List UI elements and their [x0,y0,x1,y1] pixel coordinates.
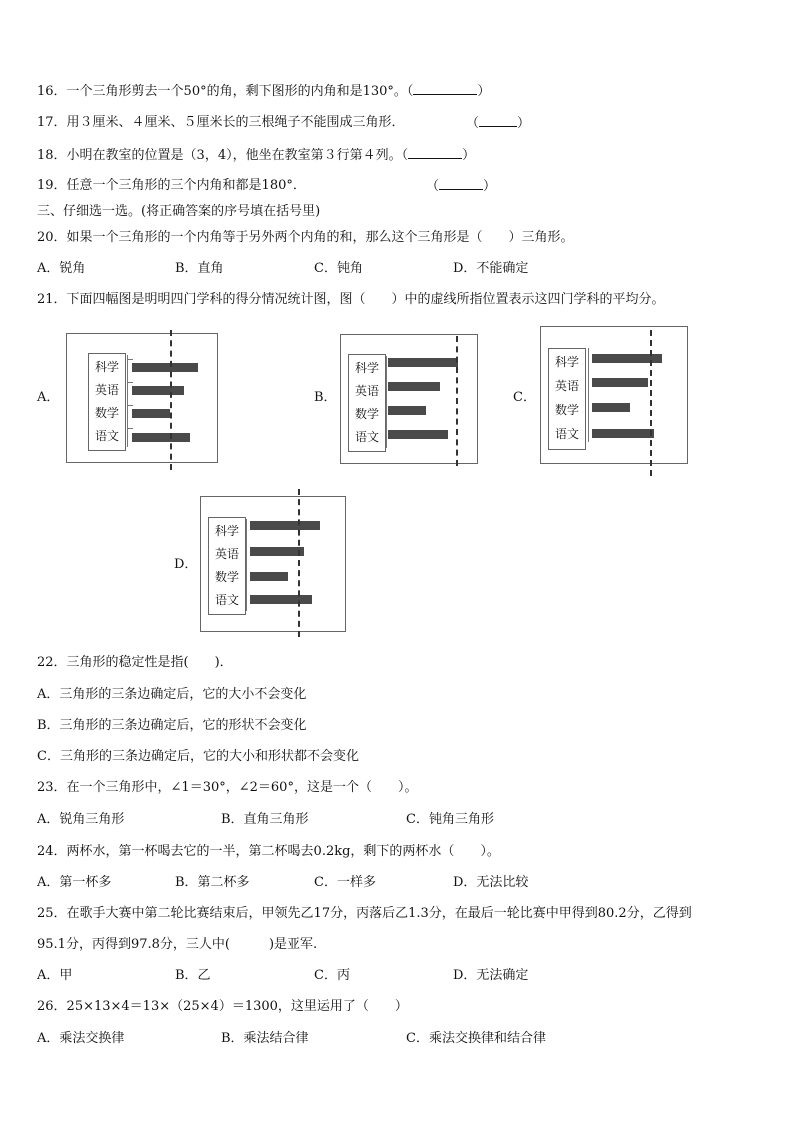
figure-c-label[interactable]: C． [513,390,536,405]
question-26: 26．25×13×4＝13×（25×4）＝1300，这里运用了（ ） [37,999,408,1014]
subject-english: 英语 [214,547,239,561]
q23-option-c[interactable]: C．钝角三角形 [406,812,494,827]
q25-option-b[interactable]: B．乙 [175,968,211,983]
figure-a-label[interactable]: A． [37,390,60,405]
q26-option-c[interactable]: C．乘法交换律和结合律 [406,1031,546,1046]
question-17 [37,114,405,132]
bar-english [592,378,648,387]
subject-math: 数学 [554,403,579,417]
q26-option-b[interactable]: B．乘法结合律 [221,1031,309,1046]
figure-c-chart[interactable] [540,326,690,476]
q25-option-c[interactable]: C．丙 [314,968,350,983]
question-24: 24．两杯水，第一杯喝去它的一半，第二杯喝去0.2kg，剩下的两杯水（ ）。 [37,844,500,859]
q20-option-c[interactable]: C．钝角 [314,261,363,276]
question-18-close: ） [462,148,476,163]
bar-math [388,406,426,415]
subject-chinese: 语文 [94,429,119,443]
q22-option-c[interactable]: C．三角形的三条边确定后，它的大小和形状都不会变化 [37,749,359,764]
bar-english [132,386,184,395]
question-18-text: 18．小明在教室的位置是（3，4），他坐在教室第３行第４列。（ [37,148,409,163]
q24-option-c[interactable]: C．一样多 [314,875,376,890]
subject-science: 科学 [554,355,579,369]
question-17-text: 17．用３厘米、４厘米、５厘米长的三根绳子不能围成三角形． [37,115,405,130]
question-25-line-2: 95.1分，丙得到97.8分，三人中( )是亚军. [37,937,318,952]
section-3-heading: 三、仔细选一选。(将正确答案的序号填在括号里) [37,204,321,219]
answer-blank[interactable] [408,146,462,159]
subject-labels [208,517,246,615]
subject-english: 英语 [354,384,379,398]
bar-science [250,521,320,530]
q22-option-b[interactable]: B．三角形的三条边确定后，它的形状不会变化 [37,718,307,733]
q23-option-b[interactable]: B．直角三角形 [221,812,309,827]
subject-labels [348,354,386,452]
question-17-open: （ [466,116,480,131]
question-16-close: ） [477,84,491,99]
answer-blank[interactable] [439,177,483,190]
figure-b-chart[interactable] [340,334,480,468]
axis-tick [127,359,133,360]
chart-axis [246,519,247,611]
subject-chinese: 语文 [354,430,379,444]
question-18 [37,146,475,165]
question-23: 23．在一个三角形中，∠1＝30°，∠2＝60°，这是一个（ ）。 [37,780,418,795]
question-19-close: ） [483,179,497,194]
q24-option-b[interactable]: B．第二杯多 [175,875,250,890]
average-dashed-line [170,330,172,470]
bar-chinese [388,430,448,439]
average-dashed-line [298,489,300,637]
bar-chinese [592,429,654,438]
bar-math [592,403,630,412]
chart-axis [386,356,387,448]
question-25-line-1: 25．在歌手大赛中第二轮比赛结束后，甲领先乙17分，丙落后乙1.3分，在最后一轮比赛中甲得到80.2分，乙得到 [37,906,692,921]
q22-option-a[interactable]: A．三角形的三条边确定后，它的大小不会变化 [37,687,307,702]
q23-option-a[interactable]: A．锐角三角形 [37,812,125,827]
axis-tick [127,405,133,406]
question-16 [37,82,490,101]
bar-chinese [132,433,190,442]
subject-labels [88,353,126,451]
chart-axis [127,355,128,447]
bar-math [250,572,288,581]
q25-option-a[interactable]: A．甲 [37,968,73,983]
subject-science: 科学 [94,360,119,374]
q20-option-a[interactable]: A．锐角 [37,261,86,276]
bar-english [250,547,304,556]
subject-labels [548,348,586,450]
figure-a-chart[interactable] [66,330,216,470]
figure-d-label[interactable]: D． [174,557,198,572]
subject-english: 英语 [94,383,119,397]
bar-science [388,358,458,367]
question-19-answer [426,177,496,196]
question-19 [37,177,306,195]
question-19-text: 19．任意一个三角形的三个内角和都是180°． [37,178,306,193]
answer-blank[interactable] [479,114,517,127]
question-16-text: 16．一个三角形剪去一个50°的角，剩下图形的内角和是130°。（ [37,84,414,99]
subject-english: 英语 [554,379,579,393]
subject-science: 科学 [214,524,239,538]
axis-tick [127,428,133,429]
question-17-close: ） [517,116,531,131]
q25-option-d[interactable]: D．无法确定 [453,968,529,983]
question-21: 21．下面四幅图是明明四门学科的得分情况统计图，图（ ）中的虚线所指位置表示这四门学科的平均分。 [37,292,665,307]
bar-chinese [250,595,312,604]
average-dashed-line [456,336,458,466]
question-19-open: （ [426,179,440,194]
figure-b-label[interactable]: B． [314,390,337,405]
q24-option-d[interactable]: D．无法比较 [453,875,529,890]
subject-math: 数学 [94,406,119,420]
chart-axis [588,348,589,442]
bar-english [388,382,440,391]
bar-math [132,409,170,418]
subject-math: 数学 [354,407,379,421]
subject-chinese: 语文 [554,427,579,441]
q26-option-a[interactable]: A．乘法交换律 [37,1031,125,1046]
question-17-answer [466,114,530,133]
subject-math: 数学 [214,570,239,584]
subject-science: 科学 [354,361,379,375]
bar-science [132,363,198,372]
question-20: 20．如果一个三角形的一个内角等于另外两个内角的和，那么这个三角形是（ ）三角形。 [37,230,574,245]
question-22: 22．三角形的稳定性是指( )． [37,655,233,670]
q20-option-b[interactable]: B．直角 [175,261,224,276]
subject-chinese: 语文 [214,593,239,607]
answer-blank[interactable] [413,82,477,95]
average-dashed-line [650,330,652,476]
q24-option-a[interactable]: A．第一杯多 [37,875,112,890]
axis-tick [127,382,133,383]
q20-option-d[interactable]: D．不能确定 [453,261,529,276]
figure-d-chart[interactable] [200,489,350,637]
